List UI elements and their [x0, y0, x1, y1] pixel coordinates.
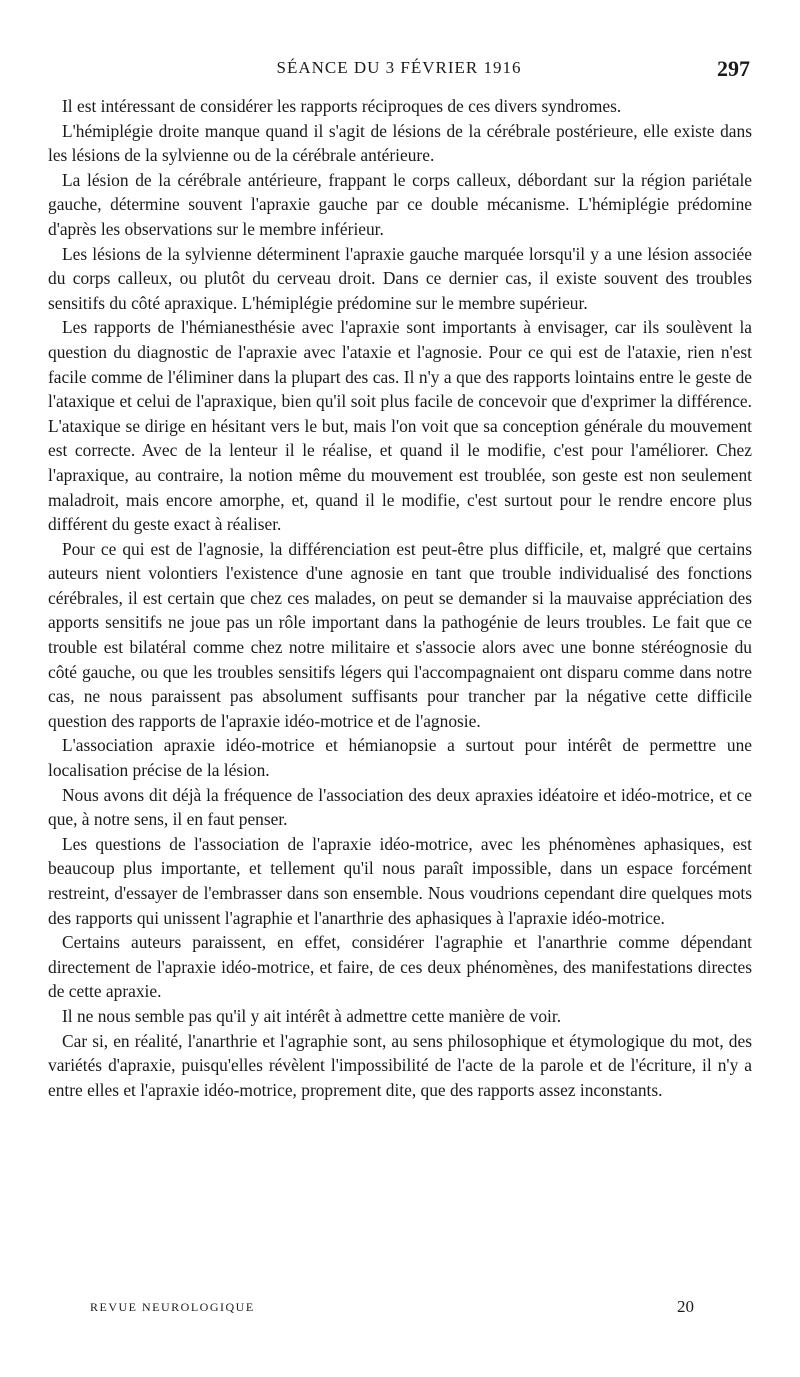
- article-body: [48, 94, 752, 1102]
- running-title: SÉANCE DU 3 FÉVRIER 1916: [276, 58, 522, 77]
- paragraph: La lésion de la cérébrale antérieure, frappant le corps calleux, débordant sur la région pariétale gauche, détermine souvent l'apraxie gauche par ce double mécanisme. L'hémiplégie prédomine d'après les observations sur le membre inférieur.: [48, 169, 752, 239]
- paragraph: Les questions de l'association de l'apraxie idéo-motrice, avec les phénomènes aphasiques, est beaucoup plus importante, et tellement qu'il nous paraît impossible, dans un espace forcément restreint, d'essayer de l'embrasser dans son ensemble. Nous voudrions cependant dire quelques mots des rapports qui unissent l'agraphie et l'anarthrie des aphasiques à l'apraxie idéo-motrice.: [48, 833, 752, 928]
- paragraph: L'association apraxie idéo-motrice et hémianopsie a surtout pour intérêt de permettre une localisation précise de la lésion.: [48, 735, 752, 781]
- paragraph: Pour ce qui est de l'agnosie, la différenciation est peut-être plus difficile, et, malgré que certains auteurs nient volontiers l'existence d'une agnosie en tant que trouble individualisé des fonctions cérébrales, il est certain que chez ces malades, on peut se demander si la mauvaise appréciation des apports sensitifs ne joue pas un rôle important dans la pathogénie de leurs troubles. Le fait que ce trouble est bilatéral comme chez notre militaire et s'associe alors avec une bonne stéréognosie du côté gauche, ou que les troubles sensitifs légers qui l'accompagnaient ont disparu comme dans notre cas, ne nous paraissent pas absolument suffisants pour trancher par la négative cette difficile question des rapports de l'apraxie idéo-motrice et de l'agnosie.: [48, 538, 752, 731]
- paragraph: Nous avons dit déjà la fréquence de l'association des deux apraxies idéatoire et idéo-motrice, et ce que, à notre sens, il en faut penser.: [48, 784, 752, 830]
- page-footer: [90, 1297, 694, 1322]
- paragraph: L'hémiplégie droite manque quand il s'agit de lésions de la cérébrale postérieure, elle existe dans les lésions de la sylvienne ou de la cérébrale antérieure.: [48, 120, 752, 166]
- paragraph: Il ne nous semble pas qu'il y ait intérêt à admettre cette manière de voir.: [62, 1005, 562, 1026]
- page-header: [48, 58, 750, 86]
- sheet-number: 20: [677, 1297, 694, 1316]
- paragraph: Certains auteurs paraissent, en effet, considérer l'agraphie et l'anarthrie comme dépendant directement de l'apraxie idéo-motrice, et faire, de ces deux phénomènes, des manifestations directes de cette apraxie.: [48, 932, 752, 1002]
- page-number: 297: [717, 56, 750, 81]
- paragraph: Les lésions de la sylvienne déterminent l'apraxie gauche marquée lorsqu'il y a une lésion associée du corps calleux, ou plutôt du cerveau droit. Dans ce dernier cas, il existe souvent des troubles sensitifs du côté apraxique. L'hémiplégie prédomine sur le membre supérieur.: [48, 243, 752, 313]
- journal-signature: REVUE NEUROLOGIQUE: [90, 1300, 255, 1314]
- paragraph: Il est intéressant de considérer les rapports réciproques de ces divers syndromes.: [62, 96, 622, 116]
- paragraph: Car si, en réalité, l'anarthrie et l'agraphie sont, au sens philosophique et étymologique du mot, des variétés d'apraxie, puisqu'elles révèlent l'impossibilité de l'acte de la parole et de l'écriture, il n'y a entre elles et l'apraxie idéo-motrice, proprement dite, que des rapports assez inconstants.: [48, 1030, 752, 1100]
- paragraph: Les rapports de l'hémianesthésie avec l'apraxie sont importants à envisager, car ils soulèvent la question du diagnostic de l'apraxie avec l'ataxie et l'agnosie. Pour ce qui est de l'ataxie, rien n'est facile comme de l'éliminer dans la plupart des cas. Il n'y a que des rapports lointains entre le geste de l'ataxique et celui de l'apraxique, bien qu'il soit plus facile de concevoir que d'exprimer la différence. L'ataxique se dirige en hésitant vers le but, mais l'on voit que sa conception générale du mouvement est correcte. Avec de la lenteur il le réalise, et quand il le modifie, c'est pour l'améliorer. Chez l'apraxique, au contraire, la notion même du mouvement est troublée, son geste est non seulement maladroit, mais encore amorphe, et, quand il le modifie, c'est surtout pour le rendre encore plus différent du geste exact à réaliser.: [48, 317, 752, 535]
